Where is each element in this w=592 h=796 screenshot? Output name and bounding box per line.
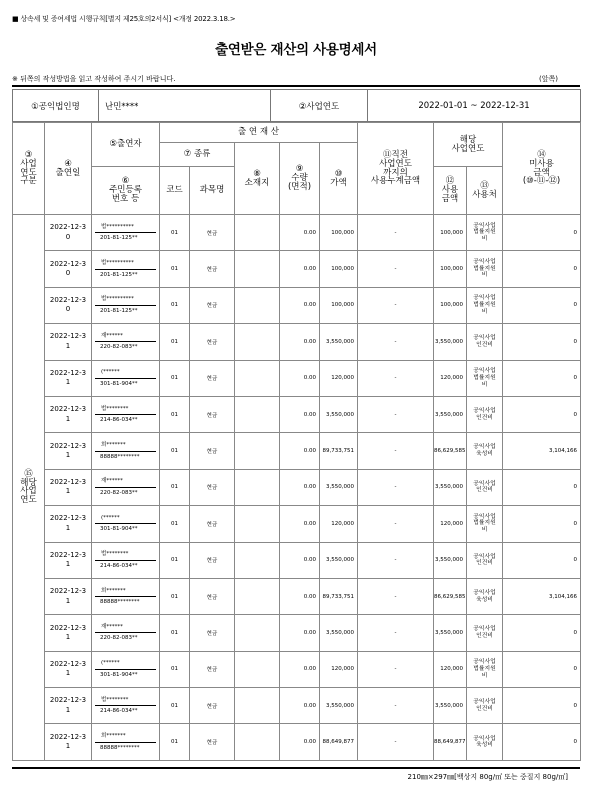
asset-code: 01 (160, 215, 190, 251)
asset-subject: 현금 (190, 469, 235, 505)
quantity-cell: 0.00 (280, 688, 320, 724)
used-amount-cell: 120,000 (434, 360, 467, 396)
donor-id: 88888******** (100, 453, 140, 460)
donation-date: 2022-12-3 1 (45, 651, 92, 687)
location-cell (235, 287, 280, 323)
prev-use-cell: - (358, 287, 434, 323)
asset-subject: 현금 (190, 651, 235, 687)
value-cell: 89,733,751 (320, 578, 358, 614)
bottom-rule (12, 767, 580, 769)
asset-code: 01 (160, 287, 190, 323)
donor-id: 220-82-083** (100, 489, 138, 496)
table-row (13, 215, 581, 251)
donation-date: 2022-12-3 1 (45, 724, 92, 760)
quantity-cell: 0.00 (280, 651, 320, 687)
donor-name: 법********** (95, 224, 156, 234)
used-amount-cell: 120,000 (434, 651, 467, 687)
prev-use-cell: - (358, 651, 434, 687)
use-place-cell: 공익사업 법률지원 비 (467, 651, 503, 687)
value-cell: 3,550,000 (320, 615, 358, 651)
value-cell: 120,000 (320, 506, 358, 542)
donation-date: 2022-12-3 1 (45, 542, 92, 578)
prev-use-cell: - (358, 469, 434, 505)
table-row (13, 506, 581, 542)
table-row (13, 251, 581, 287)
prev-use-cell: - (358, 542, 434, 578)
used-amount-cell: 100,000 (434, 287, 467, 323)
table-row (13, 615, 581, 651)
table-row (13, 469, 581, 505)
data-rows (13, 215, 581, 761)
donor-cell (92, 542, 160, 578)
unused-amount-cell: 0 (503, 360, 581, 396)
donor-name: 법******** (95, 551, 156, 561)
asset-code: 01 (160, 433, 190, 469)
location-cell (235, 724, 280, 760)
quantity-cell: 0.00 (280, 360, 320, 396)
col-value: ⑩ 가액 (320, 143, 358, 215)
unused-amount-cell: 0 (503, 688, 581, 724)
location-cell (235, 542, 280, 578)
use-place-cell: 공익사업 법률지원 비 (467, 360, 503, 396)
donation-date: 2022-12-3 1 (45, 433, 92, 469)
donor-id: 201-81-125** (100, 235, 138, 242)
col-subject: 과목명 (190, 167, 235, 215)
quantity-cell: 0.00 (280, 433, 320, 469)
donor-name: (****** (95, 660, 156, 670)
quantity-cell: 0.00 (280, 324, 320, 360)
prev-use-cell: - (358, 251, 434, 287)
donor-name: 희******* (95, 588, 156, 598)
quantity-cell: 0.00 (280, 578, 320, 614)
unused-amount-cell: 0 (503, 396, 581, 432)
donor-name: 희******* (95, 733, 156, 743)
unused-amount-cell: 0 (503, 469, 581, 505)
unused-amount-cell: 0 (503, 506, 581, 542)
table-row (13, 433, 581, 469)
col-quantity: ⑨ 수량 (면적) (280, 143, 320, 215)
asset-code: 01 (160, 396, 190, 432)
use-place-cell: 공익사업 인건비 (467, 542, 503, 578)
used-amount-cell: 120,000 (434, 506, 467, 542)
prev-use-cell: - (358, 324, 434, 360)
location-cell (235, 651, 280, 687)
donor-name: (****** (95, 515, 156, 525)
used-amount-cell: 100,000 (434, 215, 467, 251)
asset-code: 01 (160, 651, 190, 687)
donor-name: 재****** (95, 624, 156, 634)
location-cell (235, 360, 280, 396)
asset-subject: 현금 (190, 324, 235, 360)
asset-code: 01 (160, 469, 190, 505)
use-place-cell: 공익사업 법률지원 비 (467, 215, 503, 251)
value-cell: 3,550,000 (320, 542, 358, 578)
use-place-cell: 공익사업 법률지원 비 (467, 287, 503, 323)
corp-name-value: 난민**** (99, 90, 271, 122)
donor-id: 214-86-034** (100, 562, 138, 569)
donor-cell (92, 215, 160, 251)
donor-name: 법******** (95, 406, 156, 416)
location-cell (235, 324, 280, 360)
page-side-label: (앞쪽) (539, 75, 558, 83)
quantity-cell: 0.00 (280, 287, 320, 323)
donor-cell (92, 506, 160, 542)
fiscal-year-value: 2022-01-01 ~ 2022-12-31 (368, 90, 581, 122)
prev-use-cell: - (358, 506, 434, 542)
use-place-cell: 공익사업 인건비 (467, 469, 503, 505)
quantity-cell: 0.00 (280, 724, 320, 760)
value-cell: 89,733,751 (320, 433, 358, 469)
donor-name: 재****** (95, 333, 156, 343)
location-cell (235, 578, 280, 614)
donor-cell (92, 615, 160, 651)
used-amount-cell: 3,550,000 (434, 396, 467, 432)
col-code: 코드 (160, 167, 190, 215)
unused-amount-cell: 3,104,166 (503, 578, 581, 614)
asset-code: 01 (160, 724, 190, 760)
value-cell: 3,550,000 (320, 469, 358, 505)
donor-id: 301-81-904** (100, 380, 138, 387)
donor-cell (92, 688, 160, 724)
use-place-cell: 공익사업 법률지원 비 (467, 506, 503, 542)
donor-id: 88888******** (100, 744, 140, 751)
instruction-notice: ※ 뒤쪽의 작성방법을 읽고 작성하여 주시기 바랍니다. (12, 75, 176, 83)
asset-subject: 현금 (190, 215, 235, 251)
col-location: ⑧ 소재지 (235, 143, 280, 215)
unused-amount-cell: 0 (503, 324, 581, 360)
donor-id: 220-82-083** (100, 344, 138, 351)
table-row (13, 324, 581, 360)
col-donor: ⑤출연자 (92, 123, 160, 167)
donation-date: 2022-12-3 0 (45, 287, 92, 323)
value-cell: 3,550,000 (320, 396, 358, 432)
donation-date: 2022-12-3 1 (45, 506, 92, 542)
use-place-cell: 공익사업 인건비 (467, 396, 503, 432)
corp-name-label: ①공익법인명 (13, 90, 99, 122)
prev-use-cell: - (358, 396, 434, 432)
donor-name: 법********** (95, 296, 156, 306)
donor-cell (92, 433, 160, 469)
value-cell: 88,649,877 (320, 724, 358, 760)
donor-cell (92, 651, 160, 687)
location-cell (235, 688, 280, 724)
used-amount-cell: 3,550,000 (434, 615, 467, 651)
donation-date: 2022-12-3 1 (45, 688, 92, 724)
asset-subject: 현금 (190, 688, 235, 724)
prev-use-cell: - (358, 433, 434, 469)
paper-spec: 210㎜×297㎜[백상지 80g/㎡ 또는 중질지 80g/㎡] (407, 773, 568, 781)
donor-name: 법******** (95, 697, 156, 707)
donor-id: 301-81-904** (100, 526, 138, 533)
asset-subject: 현금 (190, 360, 235, 396)
prev-use-cell: - (358, 724, 434, 760)
unused-amount-cell: 0 (503, 724, 581, 760)
donation-date: 2022-12-3 0 (45, 251, 92, 287)
unused-amount-cell: 3,104,166 (503, 433, 581, 469)
table-row (13, 688, 581, 724)
location-cell (235, 251, 280, 287)
location-cell (235, 215, 280, 251)
asset-code: 01 (160, 324, 190, 360)
fiscal-year-label: ②사업연도 (271, 90, 368, 122)
quantity-cell: 0.00 (280, 469, 320, 505)
table-row (13, 651, 581, 687)
used-amount-cell: 3,550,000 (434, 688, 467, 724)
donor-id: 214-86-034** (100, 417, 138, 424)
asset-code: 01 (160, 506, 190, 542)
value-cell: 120,000 (320, 360, 358, 396)
unused-amount-cell: 0 (503, 215, 581, 251)
asset-usage-table (12, 122, 581, 761)
quantity-cell: 0.00 (280, 615, 320, 651)
location-cell (235, 615, 280, 651)
rule-reference: ■ 상속세 및 증여세법 시행규칙[별지 제25호의2서식] <개정 2022.3.18.> (12, 15, 236, 23)
asset-subject: 현금 (190, 433, 235, 469)
donor-cell (92, 396, 160, 432)
asset-code: 01 (160, 578, 190, 614)
donation-date: 2022-12-3 1 (45, 578, 92, 614)
donor-cell (92, 469, 160, 505)
asset-subject: 현금 (190, 542, 235, 578)
donation-date: 2022-12-3 1 (45, 324, 92, 360)
used-amount-cell: 86,629,585 (434, 433, 467, 469)
table-row (13, 542, 581, 578)
donor-id: 301-81-904** (100, 671, 138, 678)
location-cell (235, 469, 280, 505)
prev-use-cell: - (358, 688, 434, 724)
asset-code: 01 (160, 542, 190, 578)
prev-use-cell: - (358, 615, 434, 651)
year-type-current: ⑮ 해당 사업 연도 (13, 215, 45, 761)
form-title: 출연받은 재산의 사용명세서 (215, 42, 377, 58)
donor-name: 희******* (95, 442, 156, 452)
use-place-cell: 공익사업 인건비 (467, 615, 503, 651)
used-amount-cell: 88,649,877 (434, 724, 467, 760)
prev-use-cell: - (358, 215, 434, 251)
used-amount-cell: 3,550,000 (434, 469, 467, 505)
donor-cell (92, 251, 160, 287)
quantity-cell: 0.00 (280, 506, 320, 542)
col-current-year-group: 해당 사업연도 (434, 123, 503, 167)
location-cell (235, 506, 280, 542)
value-cell: 120,000 (320, 651, 358, 687)
asset-code: 01 (160, 251, 190, 287)
value-cell: 3,550,000 (320, 324, 358, 360)
use-place-cell: 공익사업 육성비 (467, 433, 503, 469)
asset-subject: 현금 (190, 287, 235, 323)
top-rule (12, 85, 580, 87)
donation-date: 2022-12-3 0 (45, 215, 92, 251)
value-cell: 100,000 (320, 287, 358, 323)
col-registration-no: ⑥ 주민등록 번호 등 (92, 167, 160, 215)
value-cell: 100,000 (320, 251, 358, 287)
table-row (13, 287, 581, 323)
used-amount-cell: 3,550,000 (434, 324, 467, 360)
asset-subject: 현금 (190, 251, 235, 287)
asset-code: 01 (160, 688, 190, 724)
donation-date: 2022-12-3 1 (45, 469, 92, 505)
donor-id: 220-82-083** (100, 635, 138, 642)
use-place-cell: 공익사업 법률지원 비 (467, 251, 503, 287)
asset-code: 01 (160, 615, 190, 651)
quantity-cell: 0.00 (280, 542, 320, 578)
col-prev-use: ⑪직전 사업연도 까지의 사용누계금액 (358, 123, 434, 215)
corp-info-table (12, 89, 581, 122)
donor-id: 88888******** (100, 599, 140, 606)
prev-use-cell: - (358, 578, 434, 614)
donor-name: 재****** (95, 478, 156, 488)
col-asset-type: ⑦ 종류 (160, 143, 235, 167)
table-row (13, 396, 581, 432)
unused-amount-cell: 0 (503, 542, 581, 578)
value-cell: 100,000 (320, 215, 358, 251)
quantity-cell: 0.00 (280, 215, 320, 251)
col-year-type: ③ 사업 연도 구분 (13, 123, 45, 215)
asset-subject: 현금 (190, 724, 235, 760)
donor-id: 201-81-125** (100, 271, 138, 278)
unused-amount-cell: 0 (503, 651, 581, 687)
donor-name: 법********** (95, 260, 156, 270)
quantity-cell: 0.00 (280, 251, 320, 287)
asset-subject: 현금 (190, 396, 235, 432)
use-place-cell: 공익사업 육성비 (467, 724, 503, 760)
donation-date: 2022-12-3 1 (45, 615, 92, 651)
used-amount-cell: 3,550,000 (434, 542, 467, 578)
table-row (13, 724, 581, 760)
unused-amount-cell: 0 (503, 287, 581, 323)
col-use-place: ⑬ 사용처 (467, 167, 503, 215)
table-row (13, 578, 581, 614)
location-cell (235, 433, 280, 469)
prev-use-cell: - (358, 360, 434, 396)
donor-cell (92, 324, 160, 360)
asset-subject: 현금 (190, 578, 235, 614)
asset-code: 01 (160, 360, 190, 396)
donor-id: 201-81-125** (100, 307, 138, 314)
used-amount-cell: 86,629,585 (434, 578, 467, 614)
col-donation-date: ④ 출연일 (45, 123, 92, 215)
quantity-cell: 0.00 (280, 396, 320, 432)
used-amount-cell: 100,000 (434, 251, 467, 287)
donor-cell (92, 578, 160, 614)
donor-cell (92, 287, 160, 323)
donor-cell (92, 360, 160, 396)
use-place-cell: 공익사업 인건비 (467, 324, 503, 360)
location-cell (235, 396, 280, 432)
donation-date: 2022-12-3 1 (45, 360, 92, 396)
donor-cell (92, 724, 160, 760)
donor-id: 214-86-034** (100, 708, 138, 715)
unused-amount-cell: 0 (503, 251, 581, 287)
use-place-cell: 공익사업 육성비 (467, 578, 503, 614)
value-cell: 3,550,000 (320, 688, 358, 724)
asset-subject: 현금 (190, 615, 235, 651)
table-row (13, 360, 581, 396)
asset-subject: 현금 (190, 506, 235, 542)
unused-amount-cell: 0 (503, 615, 581, 651)
col-unused: ⑭ 미사용 금액 (⑩-⑪-⑫) (503, 123, 581, 215)
col-asset-group: 출 연 재 산 (160, 123, 358, 143)
col-used-amount: ⑫ 사용 금액 (434, 167, 467, 215)
use-place-cell: 공익사업 인건비 (467, 688, 503, 724)
donor-name: (****** (95, 369, 156, 379)
donation-date: 2022-12-3 1 (45, 396, 92, 432)
